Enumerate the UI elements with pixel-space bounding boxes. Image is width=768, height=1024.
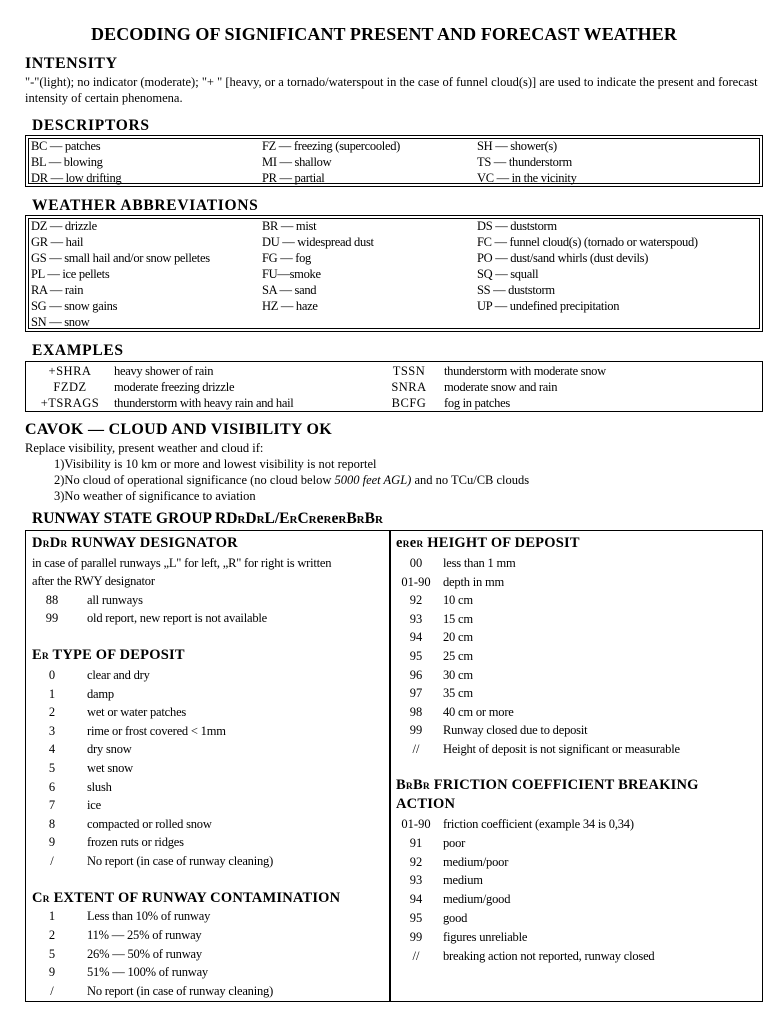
weather-heading: WEATHER ABBREVIATIONS (32, 197, 259, 214)
friction-heading: BRBR FRICTION COEFFICIENT BREAKING (396, 777, 699, 793)
code-desc: Height of deposit is not significant or measurable (443, 742, 680, 756)
table-cell: SQ — squall (477, 267, 539, 281)
code-desc: rime or frost covered < 1mm (87, 723, 226, 738)
code: 95 (409, 911, 423, 925)
height-heading: eReR HEIGHT OF DEPOSIT (396, 535, 580, 551)
code-desc: dry snow (87, 742, 132, 757)
code: 99 (409, 723, 423, 738)
code-desc: 26% — 50% of runway (87, 946, 202, 961)
table-cell: RA — rain (31, 283, 84, 297)
code-desc: clear and dry (87, 668, 150, 682)
example-desc: thunderstorm with moderate snow (444, 364, 606, 378)
extent-heading-text: EXTENT OF RUNWAY CONTAMINATION (53, 890, 341, 906)
example-desc: heavy shower of rain (114, 364, 214, 378)
code: 95 (409, 649, 423, 663)
code: 2 (48, 927, 56, 942)
example-desc: thunderstorm with heavy rain and hail (114, 396, 294, 410)
table-row (26, 363, 762, 379)
code-desc: slush (87, 779, 112, 794)
code: 94 (409, 892, 423, 907)
code: 99 (45, 611, 59, 625)
code: 01-90 (401, 817, 431, 831)
code: 92 (409, 854, 423, 869)
code: 9 (48, 965, 56, 980)
code-desc: 15 cm (443, 611, 473, 626)
code-desc: good (443, 911, 468, 925)
descriptors-heading: DESCRIPTORS (32, 117, 150, 134)
code: 93 (409, 873, 423, 888)
code: 5 (48, 761, 56, 775)
code-desc: 35 cm (443, 686, 473, 701)
table-cell: SG — snow gains (31, 299, 118, 313)
code-desc: friction coefficient (example 34 is 0,34) (443, 817, 634, 831)
code-desc: No report (in case of runway cleaning) (87, 854, 274, 868)
code: 4 (48, 742, 56, 757)
code-desc: wet or water patches (87, 705, 187, 720)
code: 01-90 (401, 574, 431, 589)
code: 97 (409, 686, 423, 701)
code: // (412, 948, 420, 963)
intensity-text: "-"(light); no indicator (moderate); "+ " [heavy, or a tornado/waterspout in the case of funnel cloud(s)] are used to indicate the present and forecast intensity of certain phenomena. (25, 75, 758, 105)
code-desc: 25 cm (443, 649, 473, 663)
example-desc: moderate freezing drizzle (114, 380, 235, 394)
code: 6 (48, 779, 56, 794)
table-cell: SH — shower(s) (477, 139, 557, 153)
code: 94 (409, 630, 423, 645)
code: 1 (48, 909, 56, 923)
code: 9 (48, 835, 56, 850)
code-desc: 30 cm (443, 667, 473, 682)
code: 0 (48, 668, 56, 682)
code-desc: all runways (87, 593, 143, 607)
table-row (26, 138, 762, 154)
code: 88 (45, 593, 59, 607)
code-desc: Runway closed due to deposit (443, 723, 588, 738)
designator-text: in case of parallel runways „L" for left, „R" for right is written (32, 556, 332, 570)
table-row (26, 170, 762, 186)
table-cell: BC — patches (31, 139, 101, 153)
code-desc: damp (87, 686, 114, 701)
table-cell: PO — dust/sand whirls (dust devils) (477, 251, 649, 265)
weather-table (25, 215, 763, 332)
table-cell: SS — duststorm (477, 283, 555, 297)
code: 5 (48, 946, 56, 961)
code-desc: Less than 10% of runway (87, 909, 211, 923)
intensity-heading: INTENSITY (25, 55, 118, 72)
code-desc: figures unreliable (443, 929, 528, 944)
deposit-type-heading-text: TYPE OF DEPOSIT (52, 647, 185, 663)
designator-heading: DRDR RUNWAY DESIGNATOR (32, 535, 238, 551)
friction-heading: ACTION (396, 796, 456, 812)
code-desc: medium/poor (443, 854, 509, 869)
cavok-item (54, 472, 529, 488)
table-cell: PL — ice pellets (31, 267, 110, 281)
code: 2 (48, 705, 56, 720)
table-cell: BL — blowing (31, 155, 103, 169)
code-desc: 10 cm (443, 593, 473, 608)
deposit-type-heading: ER TYPE OF DEPOSIT (32, 647, 185, 663)
table-row (26, 379, 762, 395)
code-desc: ice (87, 798, 101, 813)
code-desc: 20 cm (443, 630, 473, 645)
table-cell: DS — duststorm (477, 219, 557, 233)
code-desc: No report (in case of runway cleaning) (87, 984, 274, 999)
extent-heading: CR EXTENT OF RUNWAY CONTAMINATION (32, 890, 341, 906)
table-cell: FU—smoke (262, 267, 321, 281)
table-row (26, 250, 762, 266)
table-cell: DZ — drizzle (31, 219, 97, 233)
code-desc: compacted or rolled snow (87, 816, 212, 831)
runway-heading-text: RUNWAY STATE GROUP (32, 510, 212, 527)
table-cell: PR — partial (262, 171, 325, 185)
cavok-heading: CAVOK — CLOUD AND VISIBILITY OK (25, 421, 332, 438)
table-cell: FC — funnel cloud(s) (tornado or waterspoud) (477, 235, 698, 249)
code: 98 (409, 704, 423, 719)
table-row (26, 218, 762, 234)
code-desc: less than 1 mm (443, 556, 516, 570)
runway-heading: RUNWAY STATE GROUP RDRDRL/ERCReReRBRBR (32, 510, 383, 527)
table-row (26, 282, 762, 298)
table-cell: GR — hail (31, 235, 84, 249)
code: / (50, 854, 54, 868)
example-code: FZDZ (53, 380, 87, 394)
page-title: DECODING OF SIGNIFICANT PRESENT AND FORECAST WEATHER (91, 24, 677, 44)
table-cell: UP — undefined precipitation (477, 299, 620, 313)
code-desc: 51% — 100% of runway (87, 965, 208, 980)
code-desc: old report, new report is not available (87, 611, 267, 625)
table-cell: TS — thunderstorm (477, 155, 572, 169)
table-row (26, 266, 762, 282)
code-desc: medium/good (443, 892, 511, 907)
example-code: TSSN (392, 364, 426, 378)
table-row (26, 395, 762, 411)
table-row (26, 314, 762, 330)
code: // (412, 742, 420, 756)
designator-heading-text: RUNWAY DESIGNATOR (71, 535, 238, 551)
code: 96 (409, 667, 423, 682)
example-code: +TSRAGS (40, 396, 100, 410)
code: 99 (409, 929, 423, 944)
table-cell: VC — in the vicinity (477, 171, 577, 185)
code-desc: poor (443, 835, 466, 850)
examples-heading: EXAMPLES (32, 342, 124, 359)
cavok-item: 3)No weather of significance to aviation (54, 489, 256, 503)
runway-divider (389, 530, 391, 1002)
code-desc: medium (443, 873, 483, 888)
code-desc: breaking action not reported, runway closed (443, 948, 655, 963)
table-cell: HZ — haze (262, 299, 318, 313)
table-cell: DU — widespread dust (262, 235, 374, 249)
code: 92 (409, 593, 423, 608)
code: / (50, 984, 54, 999)
code: 8 (48, 816, 56, 831)
cavok-item: 1)Visibility is 10 km or more and lowest visibility is not reportel (54, 457, 377, 471)
table-row (26, 154, 762, 170)
example-code: BCFG (391, 396, 427, 410)
table-row (26, 234, 762, 250)
cavok-item-text: 2)No cloud of operational significance (no cloud below (54, 473, 335, 487)
example-code: +SHRA (48, 364, 92, 378)
height-heading-text: HEIGHT OF DEPOSIT (427, 535, 580, 551)
code: 7 (48, 798, 56, 813)
example-desc: moderate snow and rain (444, 380, 558, 394)
example-code: SNRA (391, 380, 427, 394)
cavok-item-emphasis: 5000 feet AGL) (334, 473, 412, 487)
cavok-intro: Replace visibility, present weather and cloud if: (25, 441, 264, 455)
table-cell: DR — low drifting (31, 171, 122, 185)
code: 91 (409, 835, 423, 850)
descriptors-table (25, 135, 763, 187)
table-row (26, 298, 762, 314)
table-cell: FG — fog (262, 251, 311, 265)
table-cell: BR — mist (262, 219, 317, 233)
code-desc: depth in mm (443, 574, 504, 589)
table-cell: SA — sand (262, 283, 317, 297)
code: 93 (409, 611, 423, 626)
code: 00 (409, 556, 423, 570)
code-desc: wet snow (87, 761, 133, 775)
examples-table (25, 361, 763, 412)
example-desc: fog in patches (444, 396, 510, 410)
code-desc: 11% — 25% of runway (87, 927, 202, 942)
friction-heading-text: FRICTION COEFFICIENT BREAKING (433, 777, 699, 793)
code-desc: 40 cm or more (443, 704, 514, 719)
designator-text: after the RWY designator (32, 574, 155, 588)
cavok-item-text: and no TCu/CB clouds (411, 473, 530, 487)
code: 1 (48, 686, 56, 701)
code: 3 (48, 723, 56, 738)
table-cell: FZ — freezing (supercooled) (262, 139, 401, 153)
table-cell: SN — snow (31, 315, 90, 329)
table-cell: GS — small hail and/or snow pelletes (31, 251, 210, 265)
code-desc: frozen ruts or ridges (87, 835, 184, 850)
table-cell: MI — shallow (262, 155, 332, 169)
